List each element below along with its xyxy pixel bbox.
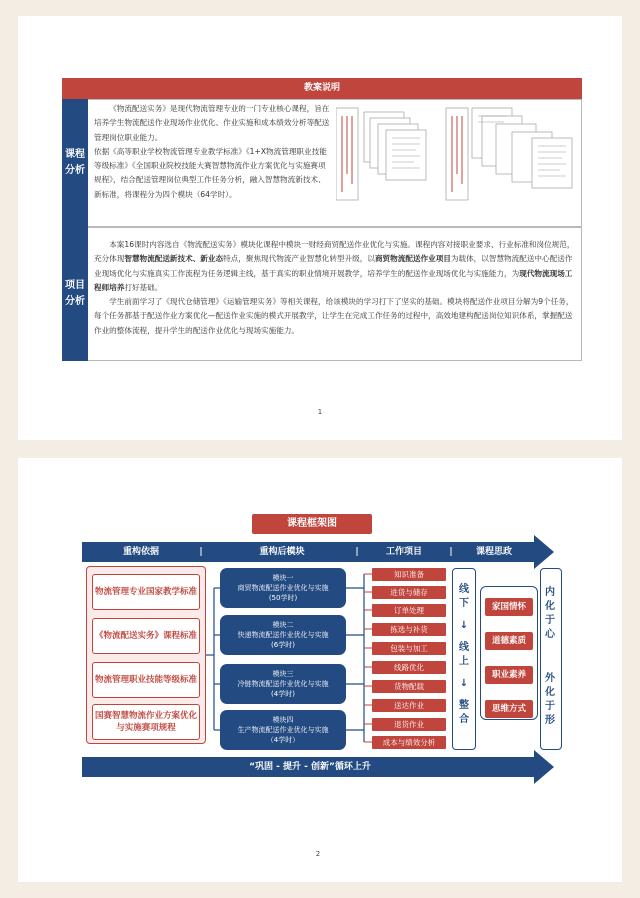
mode-integrate: 整合	[459, 700, 469, 725]
header-basis: 重构依据	[122, 547, 159, 557]
project-text-a: 本案16课时内容选自《物流配送实务》模块化课程中模块一财经商贸配送作业优化与实施。课程内容对接职业要求、行业标准和岗位规范，充分体现	[94, 240, 575, 264]
project-analysis-label	[62, 227, 88, 361]
basis-item: 物流管理职业技能等级标准	[92, 662, 200, 698]
value-badge: 思维方式	[485, 700, 533, 718]
module-title: 冷链物流配送作业优化与实施	[237, 680, 329, 688]
module-card	[220, 710, 346, 750]
externalize-label: 外化于形	[545, 673, 555, 726]
mode-arrow-down: ↓	[459, 678, 469, 689]
value-badge: 家国情怀	[485, 598, 533, 616]
course-analysis-label-text: 课程分析	[65, 149, 85, 176]
module-name: 模块二	[272, 621, 294, 629]
work-item: 拣选与补货	[372, 623, 446, 636]
work-item: 包装与加工	[372, 642, 446, 655]
value-badge: 道德素质	[485, 632, 533, 650]
header-sep-3: |	[449, 547, 453, 557]
header-modules: 重构后模块	[259, 547, 305, 557]
course-standard-images	[336, 104, 576, 206]
header-values: 课程思政	[475, 547, 512, 557]
project-text-f: 现代物流现场工程师培养	[94, 268, 573, 292]
module-title: 商贸物流配送作业优化与实施	[237, 584, 329, 592]
work-item: 线路优化	[372, 661, 446, 674]
project-text-d: 商贸物流配送作业项目	[374, 254, 451, 264]
work-item: 货物配载	[372, 680, 446, 693]
work-item: 退货作业	[372, 718, 446, 731]
module-card	[220, 568, 346, 608]
module-name: 模块三	[272, 670, 294, 678]
header-sep-1: |	[199, 547, 203, 557]
course-analysis-label	[62, 99, 88, 227]
module-name: 模块一	[272, 574, 294, 582]
project-text-c: 特点，聚焦现代物流产业智慧化转型升级，以	[223, 254, 375, 264]
module-title: 生产物流配送作业优化与实施	[237, 726, 329, 734]
course-analysis-text: 《物流配送实务》是现代物流管理专业的一门专业核心课程，旨在培养学生物流配送作业现场作业优化、作业实施和成本绩效分析等配送管理岗位职业能力。 依据《高等职业学校物流管理专业教学标准》《1+X物流管理职业技能等级标准》《全国职业院校技能大赛智慧物流作业方案优化与实施赛项规程》，结合配送管理岗位典型工作任务分析，融入智慧物流新技术、新标准，将课程分为四个模块（64学时）。	[94, 104, 330, 199]
mode-offline: 线下	[459, 584, 469, 609]
module-hours: (6学时)	[271, 641, 295, 649]
cycle-caption: “巩固 - 提升 - 创新”循环上升	[249, 762, 371, 772]
project-text-para2: 学生前面学习了《现代仓储管理》《运输管理实务》等相关课程，给该模块的学习打下了坚实的基础。模块将配送作业项目分解为9个任务，每个任务都基于配送作业方案优化—配送作业实施的模式开展教学，让学生在完成工作任务的过程中，高效地建构配送岗位知识体系，掌握配送作业的整体流程，提升学生的配送作业优化与现场实施能力。	[94, 297, 574, 335]
header-sep-2: |	[355, 547, 359, 557]
mode-column	[452, 568, 476, 750]
mode-online: 线上	[459, 642, 469, 667]
page-number-2: 2	[315, 850, 321, 858]
work-item: 进货与储存	[372, 586, 446, 599]
work-item: 成本与绩效分析	[372, 736, 446, 749]
page-number-1: 1	[317, 408, 323, 416]
module-card	[220, 664, 346, 704]
basis-item: 《物流配送实务》课程标准	[92, 618, 200, 654]
framework-title: 课程框架图	[252, 514, 372, 534]
project-text-g: 打好基础。	[124, 282, 163, 292]
module-title: 快递物流配送作业优化与实施	[237, 631, 329, 639]
document-thumbnails	[336, 104, 576, 206]
project-analysis-text	[94, 238, 576, 356]
header-items: 工作项目	[385, 547, 422, 557]
work-item: 知识准备	[372, 568, 446, 581]
module-hours: （4学时）	[266, 736, 300, 744]
module-hours: (50学时)	[268, 594, 298, 602]
module-card	[220, 615, 346, 655]
project-analysis-label-text: 项目分析	[65, 280, 85, 307]
work-item: 订单处理	[372, 604, 446, 617]
module-name: 模块四	[272, 716, 294, 724]
project-text-b: 智慧物流配送新技术、新业态	[124, 254, 224, 264]
module-hours: (4学时)	[271, 690, 295, 698]
table-title: 教案说明	[62, 78, 582, 99]
work-item: 送达作业	[372, 699, 446, 712]
mode-arrow-down: ↓	[459, 620, 469, 631]
value-badge: 职业素养	[485, 666, 533, 684]
project-text-e: 为载体，以智慧物流配送中心配送作业现场优化与实施真实工作流程为任务逻辑主线，基于真实的职业情境开展教学，培养学生的配送作业现场优化与实施能力，为	[94, 254, 573, 278]
internalize-label: 内化于心	[545, 587, 555, 640]
basis-item: 国赛智慧物流作业方案优化与实施赛项规程	[92, 704, 200, 740]
basis-item: 物流管理专业国家教学标准	[92, 574, 200, 610]
